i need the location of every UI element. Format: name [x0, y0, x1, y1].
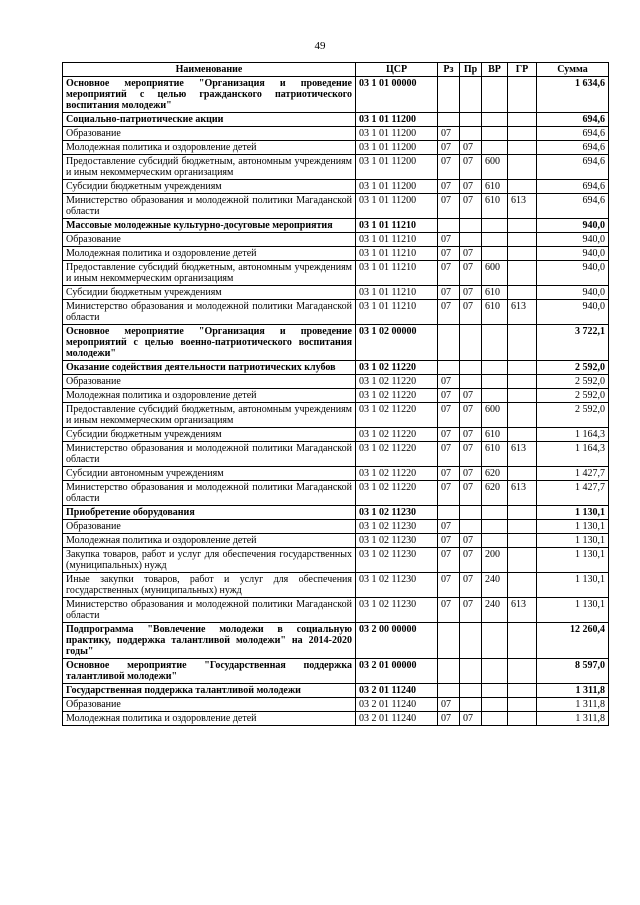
header-rz: Рз — [438, 63, 460, 77]
cell-csr: 03 1 02 11230 — [356, 598, 438, 623]
cell-csr: 03 1 02 11220 — [356, 403, 438, 428]
cell-vr — [482, 684, 508, 698]
cell-vr: 610 — [482, 194, 508, 219]
cell-name: Министерство образования и молодежной политики Магаданской области — [63, 442, 356, 467]
cell-pr: 07 — [460, 155, 482, 180]
cell-gr — [508, 520, 537, 534]
cell-pr: 07 — [460, 442, 482, 467]
cell-csr: 03 1 02 11220 — [356, 481, 438, 506]
table-row — [63, 286, 609, 300]
cell-vr: 600 — [482, 403, 508, 428]
cell-csr: 03 2 01 11240 — [356, 712, 438, 726]
cell-rz: 07 — [438, 194, 460, 219]
cell-gr — [508, 180, 537, 194]
cell-rz: 07 — [438, 180, 460, 194]
cell-gr — [508, 659, 537, 684]
cell-rz — [438, 623, 460, 659]
cell-rz — [438, 77, 460, 113]
cell-sum: 2 592,0 — [537, 403, 609, 428]
cell-rz — [438, 325, 460, 361]
table-body — [63, 77, 609, 726]
cell-vr: 620 — [482, 481, 508, 506]
cell-pr — [460, 325, 482, 361]
cell-csr: 03 1 01 11200 — [356, 155, 438, 180]
cell-csr: 03 2 00 00000 — [356, 623, 438, 659]
page-number: 49 — [314, 40, 326, 52]
cell-pr — [460, 127, 482, 141]
cell-gr — [508, 712, 537, 726]
table-row — [63, 573, 609, 598]
cell-rz: 07 — [438, 141, 460, 155]
cell-csr: 03 1 01 11200 — [356, 180, 438, 194]
cell-sum: 694,6 — [537, 127, 609, 141]
cell-name: Молодежная политика и оздоровление детей — [63, 247, 356, 261]
cell-gr — [508, 573, 537, 598]
cell-csr: 03 1 01 11210 — [356, 233, 438, 247]
header-vr: ВР — [482, 63, 508, 77]
table-row — [63, 520, 609, 534]
cell-pr — [460, 684, 482, 698]
cell-csr: 03 1 02 11230 — [356, 520, 438, 534]
cell-csr: 03 1 01 11210 — [356, 219, 438, 233]
cell-name: Субсидии бюджетным учреждениям — [63, 286, 356, 300]
table-row — [63, 712, 609, 726]
cell-gr — [508, 403, 537, 428]
cell-vr: 610 — [482, 300, 508, 325]
cell-gr — [508, 141, 537, 155]
table-row — [63, 389, 609, 403]
cell-vr — [482, 623, 508, 659]
cell-gr — [508, 77, 537, 113]
cell-name: Образование — [63, 375, 356, 389]
cell-gr — [508, 684, 537, 698]
cell-sum: 1 427,7 — [537, 481, 609, 506]
table-row — [63, 698, 609, 712]
cell-sum: 1 130,1 — [537, 573, 609, 598]
cell-pr: 07 — [460, 598, 482, 623]
table-row — [63, 155, 609, 180]
cell-name: Министерство образования и молодежной политики Магаданской области — [63, 194, 356, 219]
cell-sum: 694,6 — [537, 141, 609, 155]
cell-gr — [508, 261, 537, 286]
cell-name: Предоставление субсидий бюджетным, автономным учреждениям и иным некоммерческим организациям — [63, 261, 356, 286]
cell-pr: 07 — [460, 467, 482, 481]
cell-name: Предоставление субсидий бюджетным, автономным учреждениям и иным некоммерческим организациям — [63, 403, 356, 428]
cell-pr: 07 — [460, 534, 482, 548]
cell-rz: 07 — [438, 261, 460, 286]
cell-rz: 07 — [438, 389, 460, 403]
cell-name: Государственная поддержка талантливой молодежи — [63, 684, 356, 698]
table-row — [63, 428, 609, 442]
cell-gr — [508, 698, 537, 712]
cell-pr: 07 — [460, 428, 482, 442]
cell-csr: 03 1 01 11210 — [356, 261, 438, 286]
cell-sum: 1 164,3 — [537, 428, 609, 442]
cell-vr: 610 — [482, 428, 508, 442]
cell-gr: 613 — [508, 194, 537, 219]
cell-csr: 03 1 01 11200 — [356, 141, 438, 155]
cell-gr — [508, 375, 537, 389]
header-csr: ЦСР — [356, 63, 438, 77]
cell-csr: 03 1 02 11220 — [356, 375, 438, 389]
cell-sum: 3 722,1 — [537, 325, 609, 361]
cell-vr — [482, 659, 508, 684]
cell-gr: 613 — [508, 300, 537, 325]
cell-gr — [508, 127, 537, 141]
cell-csr: 03 2 01 11240 — [356, 698, 438, 712]
header-name: Наименование — [63, 63, 356, 77]
cell-csr: 03 1 02 11230 — [356, 534, 438, 548]
cell-gr — [508, 428, 537, 442]
table-row — [63, 247, 609, 261]
cell-csr: 03 1 02 11220 — [356, 361, 438, 375]
cell-rz — [438, 361, 460, 375]
cell-csr: 03 2 01 00000 — [356, 659, 438, 684]
cell-sum: 2 592,0 — [537, 375, 609, 389]
cell-rz — [438, 113, 460, 127]
cell-name: Предоставление субсидий бюджетным, автономным учреждениям и иным некоммерческим организациям — [63, 155, 356, 180]
cell-csr: 03 1 02 00000 — [356, 325, 438, 361]
cell-csr: 03 1 02 11220 — [356, 428, 438, 442]
cell-rz: 07 — [438, 573, 460, 598]
cell-vr: 200 — [482, 548, 508, 573]
table-row — [63, 233, 609, 247]
cell-csr: 03 1 01 00000 — [356, 77, 438, 113]
cell-gr — [508, 548, 537, 573]
cell-sum: 1 164,3 — [537, 442, 609, 467]
cell-pr: 07 — [460, 389, 482, 403]
cell-vr: 610 — [482, 180, 508, 194]
cell-rz — [438, 219, 460, 233]
cell-sum: 940,0 — [537, 286, 609, 300]
cell-rz: 07 — [438, 286, 460, 300]
cell-pr: 07 — [460, 247, 482, 261]
cell-rz: 07 — [438, 520, 460, 534]
cell-rz: 07 — [438, 375, 460, 389]
cell-vr: 610 — [482, 286, 508, 300]
cell-name: Субсидии бюджетным учреждениям — [63, 428, 356, 442]
header-gr: ГР — [508, 63, 537, 77]
cell-gr: 613 — [508, 481, 537, 506]
cell-rz: 07 — [438, 442, 460, 467]
cell-pr: 07 — [460, 712, 482, 726]
cell-csr: 03 1 01 11200 — [356, 127, 438, 141]
cell-pr — [460, 77, 482, 113]
table-row — [63, 300, 609, 325]
cell-sum: 940,0 — [537, 261, 609, 286]
table-row — [63, 403, 609, 428]
table-row — [63, 467, 609, 481]
cell-rz: 07 — [438, 598, 460, 623]
cell-name: Министерство образования и молодежной политики Магаданской области — [63, 598, 356, 623]
table-row — [63, 180, 609, 194]
table-row — [63, 113, 609, 127]
cell-name: Министерство образования и молодежной политики Магаданской области — [63, 481, 356, 506]
cell-rz: 07 — [438, 233, 460, 247]
cell-gr — [508, 389, 537, 403]
cell-rz: 07 — [438, 428, 460, 442]
cell-gr — [508, 286, 537, 300]
cell-vr: 600 — [482, 155, 508, 180]
cell-gr — [508, 361, 537, 375]
cell-sum: 1 130,1 — [537, 598, 609, 623]
table-header-row — [63, 63, 609, 77]
header-pr: Пр — [460, 63, 482, 77]
cell-name: Массовые молодежные культурно-досуговые мероприятия — [63, 219, 356, 233]
cell-sum: 1 130,1 — [537, 506, 609, 520]
table-row — [63, 375, 609, 389]
cell-sum: 940,0 — [537, 300, 609, 325]
cell-name: Иные закупки товаров, работ и услуг для обеспечения государственных (муниципальных) нужд — [63, 573, 356, 598]
cell-gr — [508, 113, 537, 127]
cell-rz — [438, 659, 460, 684]
cell-sum: 694,6 — [537, 155, 609, 180]
cell-vr — [482, 127, 508, 141]
cell-name: Молодежная политика и оздоровление детей — [63, 389, 356, 403]
table-row — [63, 219, 609, 233]
cell-gr — [508, 325, 537, 361]
cell-csr: 03 1 02 11220 — [356, 467, 438, 481]
cell-gr — [508, 467, 537, 481]
cell-pr: 07 — [460, 403, 482, 428]
cell-pr — [460, 233, 482, 247]
table-row — [63, 442, 609, 467]
cell-vr: 240 — [482, 573, 508, 598]
cell-csr: 03 1 01 11200 — [356, 194, 438, 219]
cell-vr — [482, 325, 508, 361]
cell-vr — [482, 361, 508, 375]
cell-sum: 940,0 — [537, 233, 609, 247]
cell-name: Основное мероприятие "Государственная поддержка талантливой молодежи" — [63, 659, 356, 684]
cell-pr: 07 — [460, 573, 482, 598]
cell-vr — [482, 520, 508, 534]
table-row — [63, 194, 609, 219]
table-row — [63, 623, 609, 659]
table-row — [63, 361, 609, 375]
cell-rz: 07 — [438, 467, 460, 481]
cell-pr — [460, 659, 482, 684]
cell-pr: 07 — [460, 180, 482, 194]
table-row — [63, 548, 609, 573]
cell-pr — [460, 361, 482, 375]
cell-rz — [438, 506, 460, 520]
table-row — [63, 141, 609, 155]
cell-name: Закупка товаров, работ и услуг для обеспечения государственных (муниципальных) нужд — [63, 548, 356, 573]
cell-name: Основное мероприятие "Организация и проведение мероприятий с целью гражданского патриотического воспитания молодежи" — [63, 77, 356, 113]
table-row — [63, 684, 609, 698]
cell-name: Субсидии автономным учреждениям — [63, 467, 356, 481]
cell-csr: 03 1 01 11210 — [356, 300, 438, 325]
cell-pr — [460, 623, 482, 659]
header-sum: Сумма — [537, 63, 609, 77]
table-row — [63, 77, 609, 113]
cell-gr — [508, 155, 537, 180]
cell-rz: 07 — [438, 698, 460, 712]
cell-pr: 07 — [460, 300, 482, 325]
cell-gr — [508, 534, 537, 548]
cell-name: Образование — [63, 233, 356, 247]
budget-table — [62, 62, 609, 726]
table-row — [63, 534, 609, 548]
cell-rz: 07 — [438, 481, 460, 506]
cell-name: Социально-патриотические акции — [63, 113, 356, 127]
cell-pr — [460, 113, 482, 127]
cell-sum: 1 311,8 — [537, 684, 609, 698]
table-row — [63, 325, 609, 361]
cell-pr — [460, 506, 482, 520]
cell-sum: 8 597,0 — [537, 659, 609, 684]
cell-rz — [438, 684, 460, 698]
cell-vr — [482, 375, 508, 389]
cell-sum: 940,0 — [537, 219, 609, 233]
cell-vr — [482, 389, 508, 403]
table-row — [63, 506, 609, 520]
cell-pr — [460, 375, 482, 389]
cell-name: Основное мероприятие "Организация и проведение мероприятий с целью военно-патриотического воспитания молодежи" — [63, 325, 356, 361]
cell-csr: 03 1 02 11220 — [356, 442, 438, 467]
cell-vr — [482, 698, 508, 712]
cell-sum: 694,6 — [537, 194, 609, 219]
cell-csr: 03 1 01 11210 — [356, 286, 438, 300]
table-row — [63, 598, 609, 623]
cell-vr — [482, 506, 508, 520]
cell-sum: 1 130,1 — [537, 548, 609, 573]
cell-sum: 694,6 — [537, 113, 609, 127]
cell-csr: 03 1 01 11200 — [356, 113, 438, 127]
cell-vr — [482, 233, 508, 247]
cell-name: Приобретение оборудования — [63, 506, 356, 520]
cell-name: Оказание содействия деятельности патриотических клубов — [63, 361, 356, 375]
cell-name: Образование — [63, 520, 356, 534]
cell-pr: 07 — [460, 261, 482, 286]
table-row — [63, 659, 609, 684]
cell-name: Подпрограмма "Вовлечение молодежи в социальную практику, поддержка талантливой молодежи" на 2014-2020 годы" — [63, 623, 356, 659]
cell-vr — [482, 247, 508, 261]
cell-csr: 03 1 02 11220 — [356, 389, 438, 403]
cell-name: Образование — [63, 127, 356, 141]
cell-sum: 1 427,7 — [537, 467, 609, 481]
cell-rz: 07 — [438, 127, 460, 141]
cell-name: Молодежная политика и оздоровление детей — [63, 712, 356, 726]
cell-vr: 620 — [482, 467, 508, 481]
cell-name: Образование — [63, 698, 356, 712]
cell-sum: 12 260,4 — [537, 623, 609, 659]
cell-vr — [482, 219, 508, 233]
cell-csr: 03 1 01 11210 — [356, 247, 438, 261]
cell-pr: 07 — [460, 141, 482, 155]
cell-csr: 03 2 01 11240 — [356, 684, 438, 698]
cell-vr — [482, 113, 508, 127]
cell-gr — [508, 219, 537, 233]
cell-csr: 03 1 02 11230 — [356, 573, 438, 598]
cell-rz: 07 — [438, 300, 460, 325]
cell-name: Молодежная политика и оздоровление детей — [63, 141, 356, 155]
cell-name: Субсидии бюджетным учреждениям — [63, 180, 356, 194]
cell-csr: 03 1 02 11230 — [356, 548, 438, 573]
cell-gr — [508, 233, 537, 247]
cell-gr — [508, 247, 537, 261]
table-row — [63, 481, 609, 506]
cell-sum: 1 634,6 — [537, 77, 609, 113]
cell-vr — [482, 712, 508, 726]
cell-rz: 07 — [438, 247, 460, 261]
cell-name: Молодежная политика и оздоровление детей — [63, 534, 356, 548]
cell-sum: 1 311,8 — [537, 698, 609, 712]
cell-rz: 07 — [438, 403, 460, 428]
cell-gr: 613 — [508, 442, 537, 467]
cell-name: Министерство образования и молодежной политики Магаданской области — [63, 300, 356, 325]
cell-rz: 07 — [438, 155, 460, 180]
cell-pr: 07 — [460, 286, 482, 300]
cell-rz: 07 — [438, 534, 460, 548]
cell-csr: 03 1 02 11230 — [356, 506, 438, 520]
cell-gr — [508, 623, 537, 659]
cell-vr — [482, 77, 508, 113]
cell-gr — [508, 506, 537, 520]
cell-pr — [460, 219, 482, 233]
cell-sum: 1 130,1 — [537, 520, 609, 534]
cell-pr: 07 — [460, 481, 482, 506]
cell-sum: 1 130,1 — [537, 534, 609, 548]
cell-sum: 940,0 — [537, 247, 609, 261]
cell-rz: 07 — [438, 548, 460, 573]
cell-pr: 07 — [460, 548, 482, 573]
cell-pr: 07 — [460, 194, 482, 219]
cell-pr — [460, 698, 482, 712]
table-row — [63, 127, 609, 141]
cell-vr — [482, 141, 508, 155]
cell-sum: 2 592,0 — [537, 389, 609, 403]
cell-sum: 2 592,0 — [537, 361, 609, 375]
cell-gr: 613 — [508, 598, 537, 623]
cell-vr: 600 — [482, 261, 508, 286]
cell-rz: 07 — [438, 712, 460, 726]
cell-pr — [460, 520, 482, 534]
cell-vr: 610 — [482, 442, 508, 467]
cell-vr: 240 — [482, 598, 508, 623]
cell-vr — [482, 534, 508, 548]
cell-sum: 1 311,8 — [537, 712, 609, 726]
table-row — [63, 261, 609, 286]
cell-sum: 694,6 — [537, 180, 609, 194]
